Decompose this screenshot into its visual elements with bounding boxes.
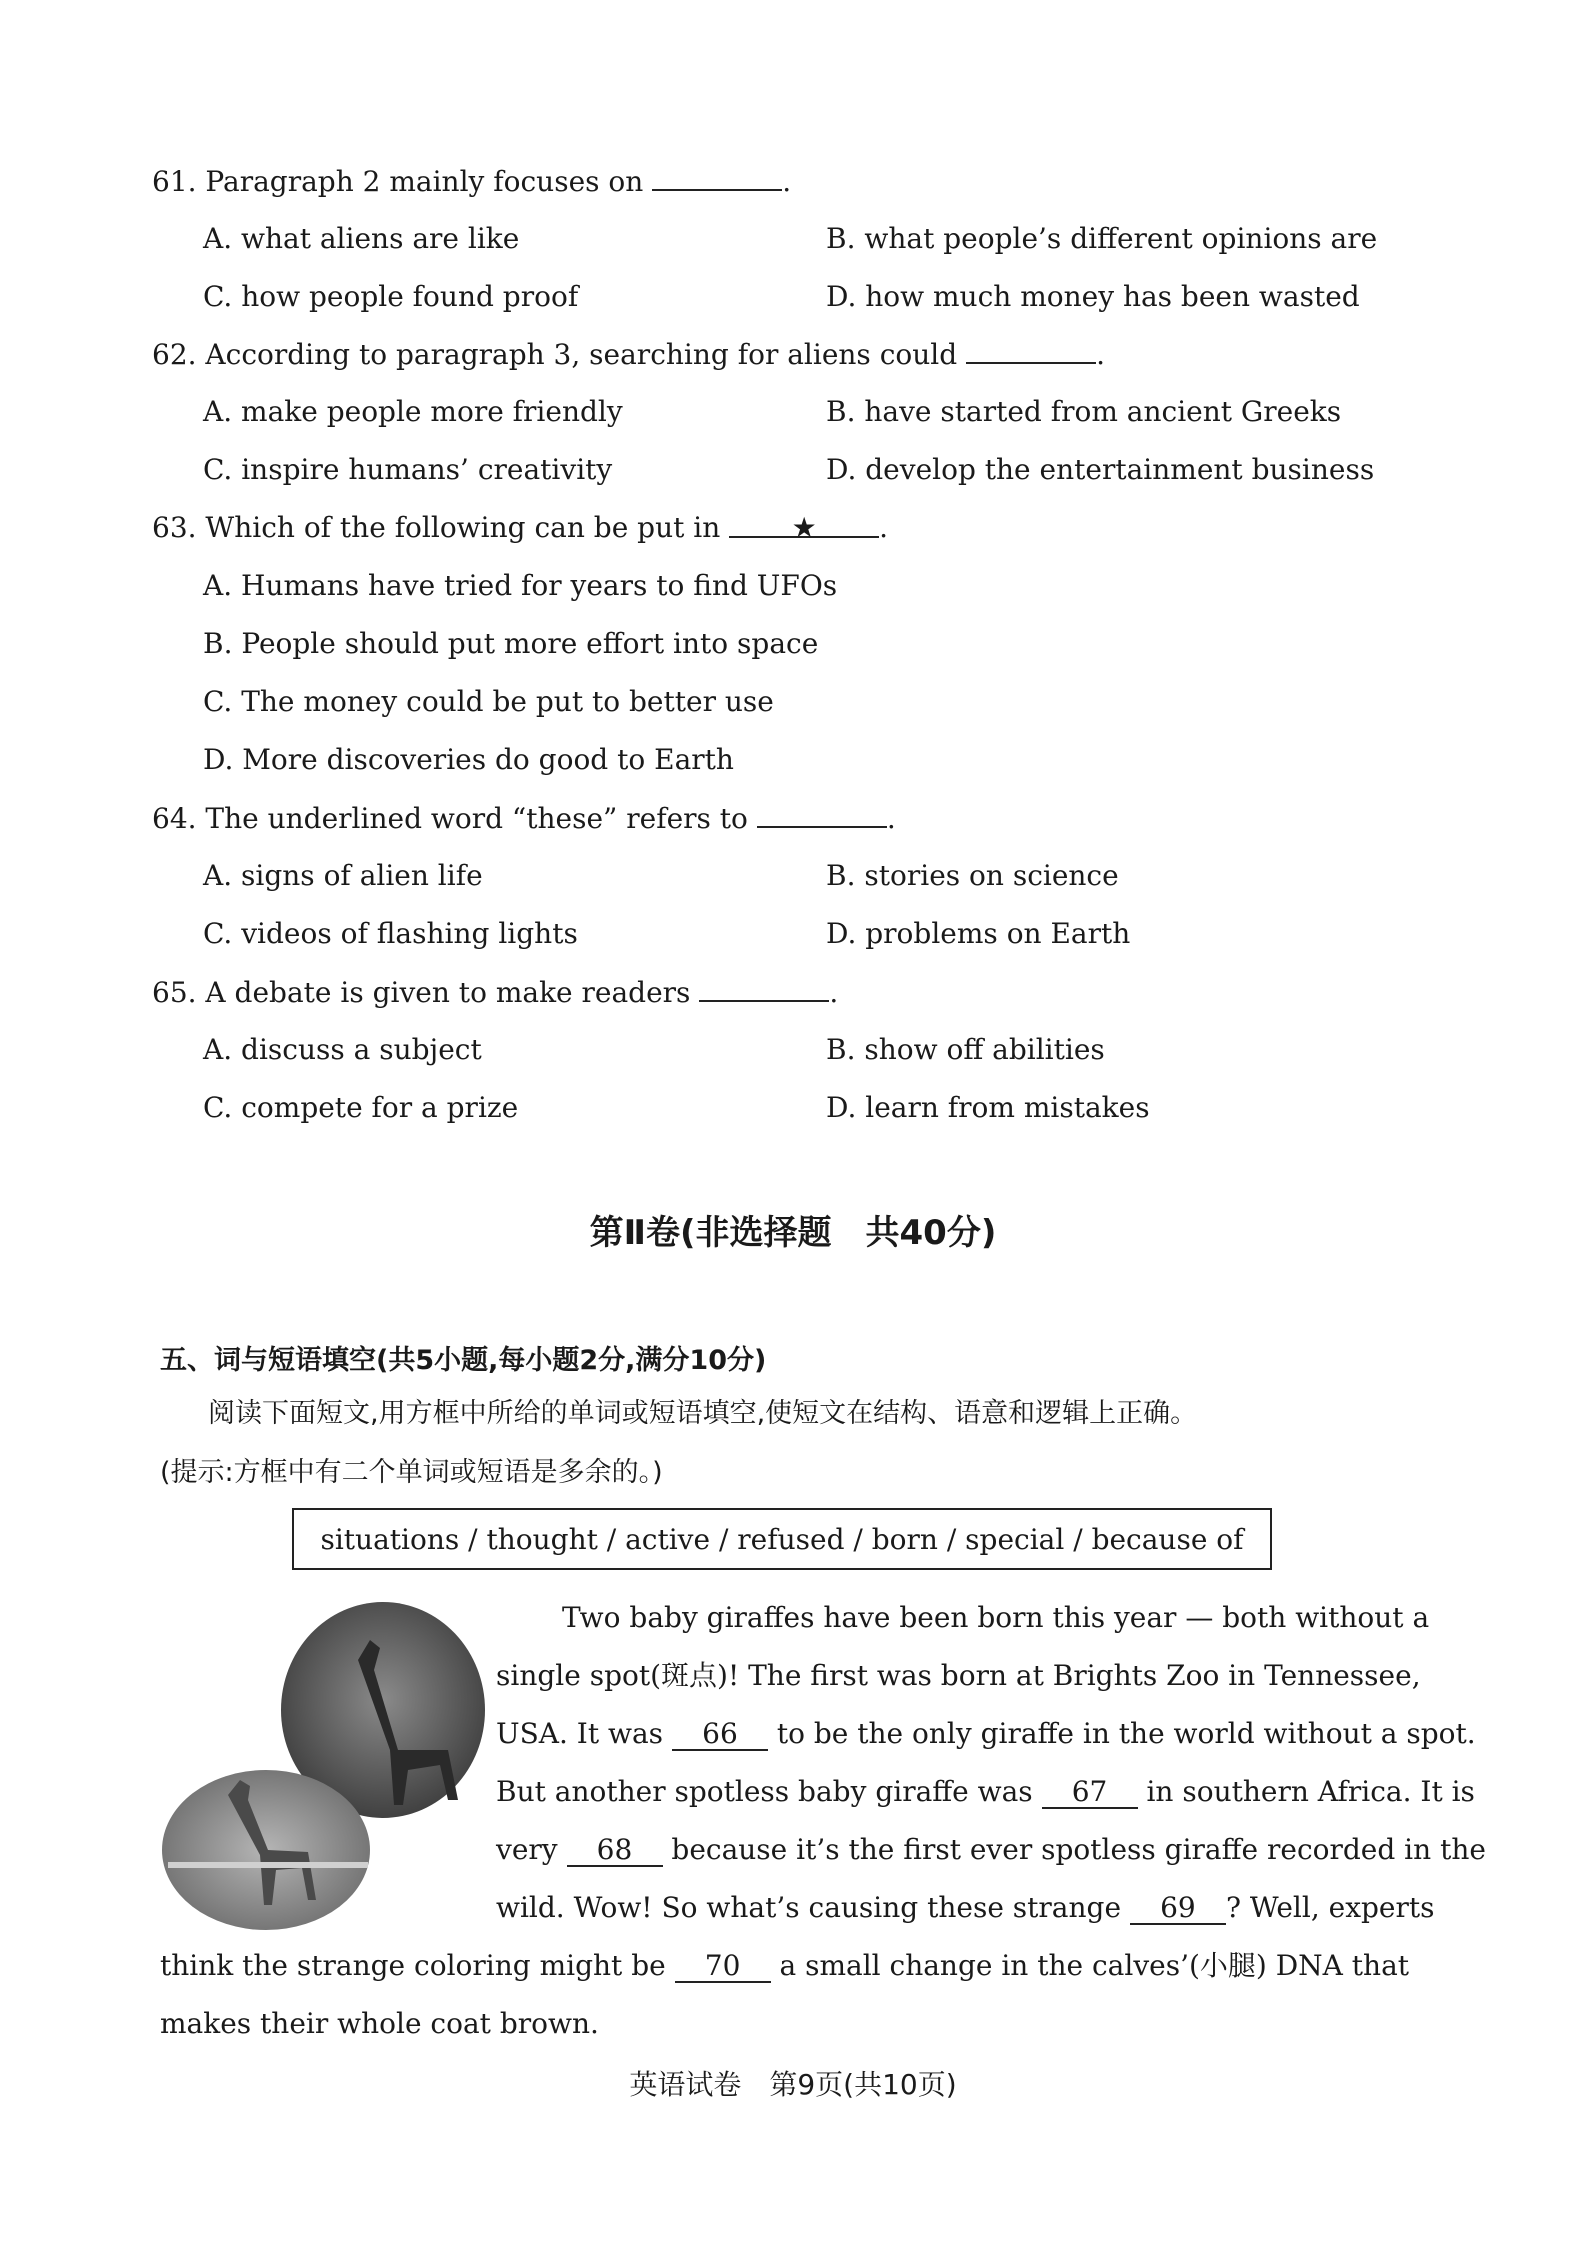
option-62-c: C. inspire humans’ creativity xyxy=(203,453,613,486)
option-62-d: D. develop the entertainment business xyxy=(826,453,1375,486)
option-61-d: D. how much money has been wasted xyxy=(826,280,1360,313)
star-icon: ★ xyxy=(791,511,817,544)
answer-blank xyxy=(966,336,1096,364)
fence-line xyxy=(168,1862,368,1868)
blank-66: 66 xyxy=(672,1719,768,1751)
option-63-c: C. The money could be put to better use xyxy=(203,685,774,718)
option-64-d: D. problems on Earth xyxy=(826,917,1131,950)
option-62-a: A. make people more friendly xyxy=(203,395,623,428)
option-63-d: D. More discoveries do good to Earth xyxy=(203,743,734,776)
section-heading: 五、词与短语填空(共5小题,每小题2分,满分10分) xyxy=(160,1345,767,1376)
option-65-d: D. learn from mistakes xyxy=(826,1091,1150,1124)
passage-line: But another spotless baby giraffe was 67 in southern Africa. It is xyxy=(496,1775,1475,1808)
blank-67: 67 xyxy=(1042,1777,1138,1809)
instruction-hint: (提示:方框中有二个单词或短语是多余的。) xyxy=(160,1457,663,1488)
option-63-b: B. People should put more effort into space xyxy=(203,627,819,660)
answer-blank xyxy=(699,974,829,1002)
passage-line: Two baby giraffes have been born this year — both without a xyxy=(562,1601,1430,1634)
answer-blank xyxy=(757,800,887,828)
giraffe-photo xyxy=(158,1600,488,1930)
passage-line: makes their whole coat brown. xyxy=(160,2007,599,2040)
blank-69: 69 xyxy=(1130,1893,1226,1925)
question-65-stem: 65. A debate is given to make readers . xyxy=(152,976,839,1009)
section-title: 第Ⅱ卷(非选择题 共40分) xyxy=(589,1213,997,1253)
question-63-stem: 63. Which of the following can be put in ★ . xyxy=(152,511,889,544)
option-64-a: A. signs of alien life xyxy=(203,859,483,892)
word-box-text: situations / thought / active / refused / born / special / because of xyxy=(320,1522,1244,1556)
option-61-c: C. how people found proof xyxy=(203,280,579,313)
option-61-b: B. what people’s different opinions are xyxy=(826,222,1378,255)
passage-line: wild. Wow! So what’s causing these strange 69 ? Well, experts xyxy=(496,1891,1435,1924)
question-61-stem: 61. Paragraph 2 mainly focuses on . xyxy=(152,165,792,198)
page-footer: 英语试卷 第9页(共10页) xyxy=(629,2068,957,2101)
answer-blank xyxy=(652,163,782,191)
passage-line: USA. It was 66 to be the only giraffe in the world without a spot. xyxy=(496,1717,1476,1750)
option-65-b: B. show off abilities xyxy=(826,1033,1105,1066)
option-61-a: A. what aliens are like xyxy=(203,222,520,255)
passage-line: single spot(斑点)! The first was born at Brights Zoo in Tennessee, xyxy=(496,1659,1421,1692)
instruction-text: 阅读下面短文,用方框中所给的单词或短语填空,使短文在结构、语意和逻辑上正确。 xyxy=(208,1398,1198,1429)
option-65-a: A. discuss a subject xyxy=(203,1033,482,1066)
question-64-stem: 64. The underlined word “these” refers to . xyxy=(152,802,896,835)
option-63-a: A. Humans have tried for years to find UFOs xyxy=(203,569,838,602)
star-blank xyxy=(729,510,879,544)
blank-70: 70 xyxy=(675,1951,771,1983)
blank-68: 68 xyxy=(567,1835,663,1867)
option-64-b: B. stories on science xyxy=(826,859,1119,892)
option-65-c: C. compete for a prize xyxy=(203,1091,519,1124)
question-62-stem: 62. According to paragraph 3, searching for aliens could . xyxy=(152,338,1105,371)
passage-line: think the strange coloring might be 70 a small change in the calves’(小腿) DNA that xyxy=(160,1949,1410,1982)
word-box xyxy=(292,1508,1272,1570)
option-62-b: B. have started from ancient Greeks xyxy=(826,395,1342,428)
passage-line: very 68 because it’s the first ever spotless giraffe recorded in the xyxy=(496,1833,1486,1866)
option-64-c: C. videos of flashing lights xyxy=(203,917,578,950)
